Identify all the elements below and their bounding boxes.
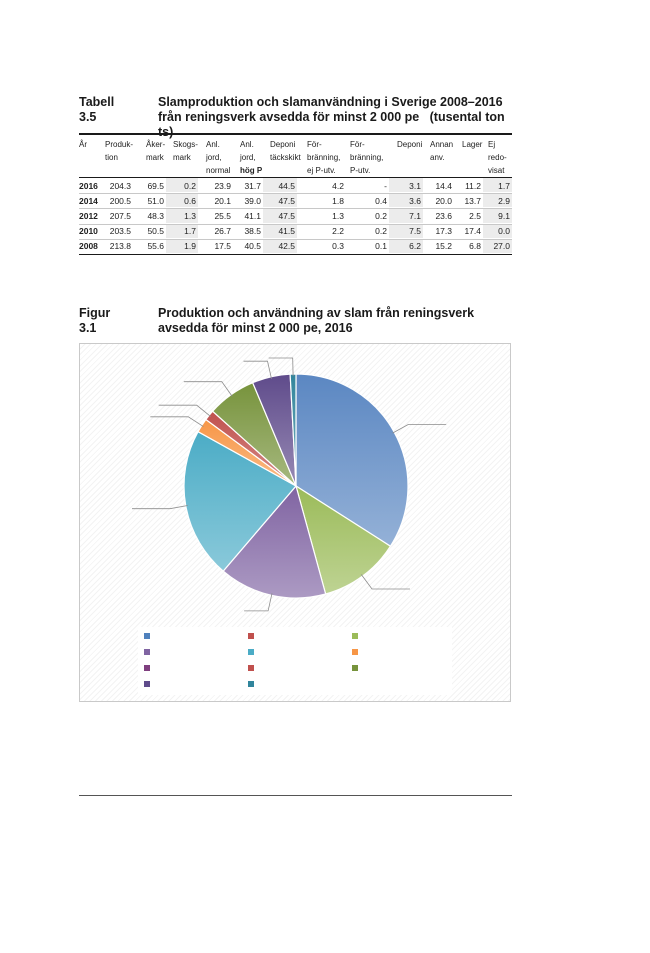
table-value-cell: 1.3: [184, 210, 196, 221]
table-year-cell: 2010: [79, 226, 98, 237]
table-value-cell: 0.3: [332, 241, 344, 252]
table-value-cell: 11.2: [465, 180, 481, 191]
table-header-cell: [270, 138, 301, 164]
pie-leader-line: [361, 575, 410, 590]
table-header-text: Ej: [488, 140, 496, 149]
table-value-cell: 207.5: [109, 210, 131, 221]
table-value-cell: 13.7: [464, 195, 481, 206]
table-value-cell: 1.3: [332, 210, 344, 221]
table-value-cell: 27.0: [493, 241, 510, 252]
table-header-cell: [79, 138, 87, 151]
table-header-text: täckskikt: [270, 153, 301, 162]
legend-marker: [352, 665, 358, 671]
table-value-cell: 47.5: [278, 195, 295, 206]
table-value-cell: 9.1: [498, 210, 510, 221]
footer-rule: [79, 795, 512, 796]
table-header-text: jord,: [206, 153, 222, 162]
table-value-cell: 39.0: [244, 195, 261, 206]
legend-marker: [144, 649, 150, 655]
table-value-cell: 20.0: [435, 195, 452, 206]
table-value-cell: 41.1: [244, 210, 261, 221]
table-header-text: mark: [173, 153, 191, 162]
legend-marker: [248, 649, 254, 655]
legend-marker: [248, 633, 254, 639]
pie-leader-line: [393, 425, 447, 434]
table-value-cell: -: [384, 180, 387, 191]
table-header-text: anv.: [430, 153, 445, 162]
table-year-cell: 2012: [79, 210, 98, 221]
table-title-line1: Slamproduktion och slamanvändning i Sverige 2008–2016: [158, 95, 503, 109]
pie-leader-line: [244, 361, 272, 379]
table-value-cell: 0.6: [184, 195, 196, 206]
table-value-cell: 1.7: [498, 180, 510, 191]
table-value-cell: 3.6: [409, 195, 421, 206]
table-title-line2: [158, 110, 518, 140]
table-header-cell: [307, 138, 340, 177]
table-value-cell: 23.6: [435, 210, 452, 221]
table-value-cell: 1.8: [332, 195, 344, 206]
table-header-text: År: [79, 140, 87, 149]
table-header-cell: [430, 138, 453, 164]
table-bottom-rule: [79, 254, 512, 255]
table-value-cell: 4.2: [332, 180, 344, 191]
table-value-cell: 42.5: [278, 241, 295, 252]
table-header-text: För-: [350, 140, 365, 149]
table-value-cell: 0.1: [375, 241, 387, 252]
table-value-cell: 2.5: [469, 210, 481, 221]
table-value-cell: 213.8: [109, 241, 131, 252]
table-value-cell: 44.5: [278, 180, 295, 191]
table-value-cell: 17.4: [464, 226, 481, 237]
table-value-cell: 41.5: [278, 226, 295, 237]
table-title-line2-text: från reningsverk avsedda för minst 2 000 pe: [158, 110, 420, 124]
pie-leader-line: [244, 593, 272, 611]
legend-marker: [248, 665, 254, 671]
table-label: Tabell 3.5: [79, 95, 115, 124]
pie-leader-line: [269, 358, 293, 376]
table-header-cell: [397, 138, 422, 151]
legend-marker: [144, 665, 150, 671]
table-value-cell: 25.5: [214, 210, 231, 221]
table-year-cell: 2016: [79, 180, 98, 191]
figure-title: Produktion och användning av slam från reningsverk avsedda för minst 2 000 pe, 2016: [158, 306, 475, 335]
table-value-cell: 6.8: [469, 241, 481, 252]
table-header-text: tion: [105, 153, 118, 162]
table-header-text: jord,: [240, 153, 256, 162]
table-value-cell: 17.3: [435, 226, 452, 237]
table-header-cell: [146, 138, 165, 164]
table-value-cell: 15.2: [435, 241, 452, 252]
table-value-cell: 203.5: [109, 226, 131, 237]
table-header-text: ej P-utv.: [307, 166, 336, 175]
table-value-cell: 2.9: [498, 195, 510, 206]
table-value-cell: 7.5: [409, 226, 421, 237]
legend-marker: [144, 681, 150, 687]
table-header-text: För-: [307, 140, 322, 149]
table-header-cell: [173, 138, 198, 164]
table-header-cell: [350, 138, 383, 177]
table-value-cell: 51.0: [147, 195, 164, 206]
table-value-cell: 23.9: [214, 180, 231, 191]
table-value-cell: 1.9: [184, 241, 196, 252]
table-value-cell: 55.6: [147, 241, 164, 252]
table-value-cell: 0.2: [184, 180, 196, 191]
table-header-text: Skogs-: [173, 140, 198, 149]
table-header-text: mark: [146, 153, 164, 162]
table-header-text: P-utv.: [350, 166, 371, 175]
table-header-cell: [206, 138, 230, 177]
table-value-cell: 6.2: [409, 241, 421, 252]
table-value-cell: 40.5: [244, 241, 261, 252]
table-header-text: bränning,: [350, 153, 384, 162]
table-header-text: hög P: [240, 166, 263, 175]
table-header-text: redo-: [488, 153, 507, 162]
table-unit: (tusental ton ts): [158, 110, 505, 139]
table-header-text: Deponi: [397, 140, 423, 149]
legend-marker: [248, 681, 254, 687]
table-header-text: Anl.: [206, 140, 220, 149]
figure-label: Figur 3.1: [79, 306, 111, 335]
table-value-cell: 1.7: [184, 226, 196, 237]
table-value-cell: 20.1: [214, 195, 231, 206]
table-value-cell: 17.5: [214, 241, 231, 252]
table-value-cell: 14.4: [435, 180, 452, 191]
table-value-cell: 48.3: [147, 210, 164, 221]
legend-marker: [352, 649, 358, 655]
table-header-text: Deponi: [270, 140, 296, 149]
table-header-cell: [462, 138, 482, 151]
pie-leader-line: [132, 506, 188, 509]
table-value-cell: 0.2: [375, 210, 387, 221]
table-header-text: Produk-: [105, 140, 134, 149]
pie-leader-line: [184, 382, 232, 397]
table-header-text: normal: [206, 166, 231, 175]
table-header-text: bränning,: [307, 153, 341, 162]
pie-leader-line: [159, 405, 211, 416]
table-value-cell: 200.5: [109, 195, 131, 206]
legend-marker: [352, 633, 358, 639]
table-value-cell: 69.5: [147, 180, 164, 191]
table-header-cell: [240, 138, 262, 177]
table-value-cell: 3.1: [409, 180, 421, 191]
table-year-cell: 2008: [79, 241, 98, 252]
table-header-text: Lager: [462, 140, 483, 149]
table-top-rule: [79, 133, 512, 135]
pie-leader-line: [150, 417, 203, 427]
chart-legend: [138, 627, 452, 695]
table-header-text: Åker-: [146, 140, 166, 149]
table-value-cell: 38.5: [244, 226, 261, 237]
table-header-text: visat: [488, 166, 505, 175]
table-header-cell: [488, 138, 507, 177]
table-value-cell: 0.4: [375, 195, 387, 206]
table-header-cell: [105, 138, 133, 164]
table-header-text: Annan: [430, 140, 454, 149]
legend-marker: [144, 633, 150, 639]
table-value-cell: 7.1: [409, 210, 421, 221]
table-value-cell: 26.7: [214, 226, 231, 237]
table-value-cell: 0.2: [375, 226, 387, 237]
table-value-cell: 31.7: [244, 180, 261, 191]
table-value-cell: 204.3: [109, 180, 131, 191]
table-value-cell: 47.5: [278, 210, 295, 221]
table-value-cell: 0.0: [498, 226, 510, 237]
table-header-text: Anl.: [240, 140, 254, 149]
table-value-cell: 50.5: [147, 226, 164, 237]
table-value-cell: 2.2: [332, 226, 344, 237]
table-year-cell: 2014: [79, 195, 98, 206]
